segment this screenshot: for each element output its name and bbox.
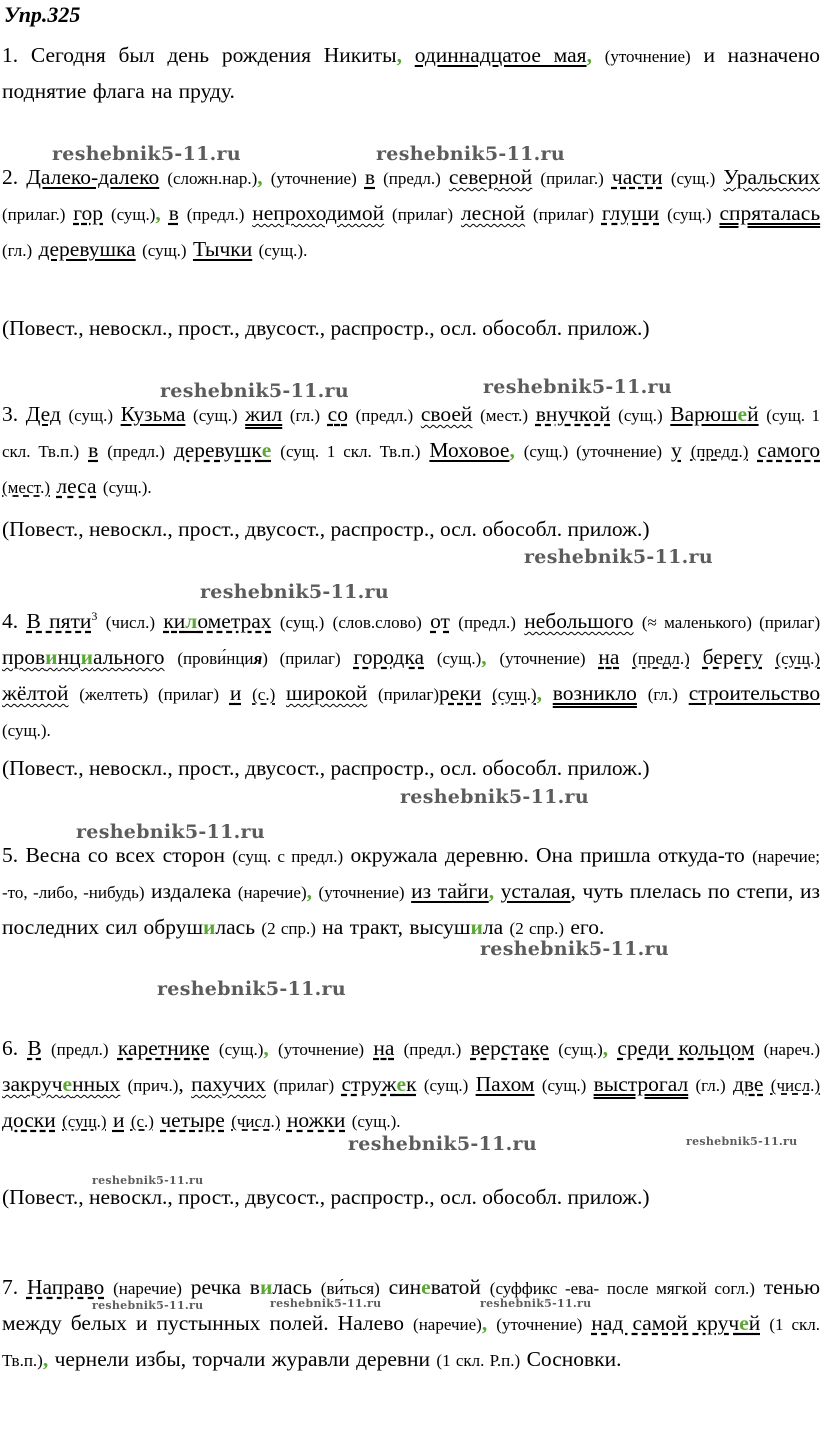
word-part: нц [57, 645, 81, 670]
word-part: нных [72, 1072, 121, 1096]
grammar-note: (уточнение) [270, 169, 357, 188]
note-part: (прови́нци [177, 649, 254, 669]
subject: Дед [25, 402, 61, 426]
word: доски [2, 1108, 56, 1132]
word: Уральских [723, 165, 820, 189]
word-part: пров [2, 645, 46, 670]
grammar-note: (сущ.) [110, 205, 156, 224]
grammar-note: (сущ.) [68, 406, 113, 425]
grammar-note: (сущ.) [670, 169, 716, 188]
word: верстаке [470, 1036, 550, 1060]
note-part: я [253, 649, 263, 669]
grammar-note: (наречие) [237, 883, 307, 902]
word: своей [420, 402, 473, 426]
grammar-note: (сущ.). [102, 478, 152, 497]
watermark: reshebnik5-11.ru [524, 546, 713, 568]
word-part: Варюш [670, 402, 738, 426]
word: среди кольцом [617, 1036, 755, 1060]
watermark: reshebnik5-11.ru [157, 978, 346, 1000]
predicate: жил [245, 402, 283, 426]
grammar-note: (гл.) [2, 241, 33, 260]
watermark: reshebnik5-11.ru [200, 581, 389, 603]
grammar-note: (суффикс -ева- после мягкой согл.) [489, 1279, 755, 1298]
word: непроходимой [252, 201, 385, 225]
grammar-note: (гл.) [695, 1076, 726, 1095]
word-part: й [748, 1311, 761, 1335]
word [163, 609, 271, 633]
grammar-note: (прилаг) [532, 205, 594, 224]
green-comma: , [306, 879, 312, 903]
word: В пяти [26, 609, 92, 634]
paragraph-3 [2, 397, 820, 505]
sentence-summary: (Повест., невоскл., прост., двусост., распростр., осл. обособл. прилож.) [2, 1185, 650, 1209]
sentence-text: и назначено поднятие флага на пруду. [2, 43, 821, 103]
paragraph-5 [2, 838, 820, 946]
grammar-note: (сущ.) [142, 241, 187, 260]
watermark: reshebnik5-11.ru [480, 1297, 592, 1310]
grammar-note: (предл.) [458, 613, 516, 633]
word [174, 438, 272, 462]
word: самого [757, 438, 821, 462]
watermark: reshebnik5-11.ru [686, 1135, 798, 1148]
grammar-note: (наречие) [113, 1279, 182, 1298]
sentence-text: Сосновки. [526, 1347, 622, 1371]
word-part: ометрах [197, 609, 272, 634]
grammar-note: (сущ.) [62, 1112, 107, 1131]
word [670, 402, 758, 426]
grammar-note: (прилаг.) [540, 169, 604, 188]
predicate: выстрогал [593, 1072, 689, 1096]
word-part: деревушк [173, 438, 262, 462]
sentence-text: чернели избы, торчали журавли деревни [54, 1347, 431, 1371]
word: в [88, 438, 99, 462]
green-letter: е [421, 1275, 431, 1299]
grammar-note: (1 скл. Р.п.) [436, 1351, 521, 1370]
word: Далеко-далеко [26, 165, 160, 189]
word-part: й [747, 402, 759, 426]
word: В [27, 1036, 42, 1060]
sentence-text: окружала деревню. Она пришла откуда-то [350, 843, 745, 867]
grammar-note: (уточнение) [604, 47, 691, 66]
grammar-note: (числ.) [105, 613, 155, 633]
sentence-text: на тракт, высуш [322, 915, 471, 939]
paragraph-7 [2, 1270, 820, 1378]
sentence-text: речка в [190, 1275, 260, 1299]
grammar-note: (сущ.) [541, 1076, 587, 1095]
word: в [364, 165, 376, 189]
grammar-note: (сущ.) [667, 205, 712, 224]
word: небольшого [524, 609, 634, 634]
grammar-note: (нареч.) [763, 1040, 821, 1059]
word: жёлтой [2, 681, 69, 706]
grammar-note: (с.) [252, 685, 276, 705]
grammar-note [177, 649, 340, 668]
apposition: одиннадцатое мая [414, 43, 587, 67]
grammar-note: (сущ.) [423, 1076, 469, 1095]
grammar-note: (сущ.) [492, 685, 537, 705]
grammar-note: (уточнение) [318, 883, 405, 902]
word [2, 1072, 120, 1096]
green-comma: , [42, 1347, 49, 1371]
paragraph-number: 4. [2, 609, 19, 634]
grammar-note: (сущ.). [351, 1112, 401, 1131]
grammar-note: (сущ.) [436, 649, 482, 669]
word [2, 645, 165, 669]
watermark: reshebnik5-11.ru [400, 786, 589, 808]
watermark: reshebnik5-11.ru [270, 1297, 382, 1310]
green-letter: и [45, 645, 58, 670]
grammar-note: (прилаг) [378, 685, 440, 705]
paragraph-number: 7. [2, 1275, 19, 1299]
word: северной [448, 165, 533, 189]
grammar-note: (сущ. с предл.) [232, 847, 344, 866]
word: две [732, 1072, 764, 1096]
word: широкой [286, 681, 368, 706]
grammar-note: (слов.слово) [332, 613, 422, 633]
grammar-note: (сущ.) [279, 613, 325, 633]
grammar-note: (сущ.) [193, 406, 238, 425]
green-comma: , [509, 438, 515, 462]
green-comma: , [602, 1036, 609, 1060]
paragraph-1 [2, 38, 820, 109]
green-letter: и [80, 645, 93, 670]
word: на [373, 1036, 395, 1060]
grammar-note: (мест.) [480, 406, 529, 425]
word: леса [56, 474, 97, 498]
green-letter: е [739, 1311, 749, 1335]
word: пахучих [191, 1072, 266, 1096]
sentence-text: лась [272, 1275, 312, 1299]
grammar-note: (предл.) [690, 442, 749, 461]
green-comma: , [488, 879, 495, 903]
grammar-note: (сущ.) (уточнение) [523, 442, 663, 461]
paragraph-number: 2. [2, 165, 19, 189]
word: части [611, 165, 663, 189]
paragraph-2 [2, 160, 820, 268]
grammar-note: (предл.) [50, 1040, 109, 1059]
sentence-text: Весна со всех сторон [25, 843, 226, 867]
subject: строительство [688, 681, 821, 706]
watermark: reshebnik5-11.ru [92, 1174, 204, 1187]
grammar-note: (1 скл. Тв.п.) [2, 1315, 821, 1370]
word-part: над самой круч [591, 1311, 740, 1335]
grammar-note: (предл.) [383, 169, 441, 188]
grammar-note: (сущ.). [2, 721, 51, 741]
word: лесной [460, 201, 526, 225]
word: со [327, 402, 348, 426]
subject: деревушка [38, 237, 136, 261]
grammar-note: (прилаг) [392, 205, 454, 224]
grammar-note: (гл.) [647, 685, 678, 705]
word: Кузьма [120, 402, 186, 426]
word: на [598, 645, 620, 670]
word-part: ки [163, 609, 186, 634]
word: гор [73, 201, 104, 225]
word: у [671, 438, 682, 462]
green-comma: , [481, 1311, 488, 1335]
sentence-summary: (Повест., невоскл., прост., двусост., распростр., осл. обособл. прилож.) [2, 517, 650, 541]
grammar-note: (сущ. 1 скл. Тв.п.) [280, 442, 421, 461]
watermark: reshebnik5-11.ru [52, 143, 241, 165]
word-part: к [406, 1072, 417, 1096]
word-part: закруч [2, 1072, 63, 1096]
grammar-note: (уточнение) [499, 649, 586, 669]
green-comma: , [155, 201, 161, 225]
green-letter: е [62, 1072, 73, 1096]
note-part: ) (прилаг) [262, 649, 341, 669]
green-letter: л [185, 609, 198, 634]
grammar-note: (прилаг.) [2, 205, 66, 224]
grammar-note: (числ.) [770, 1076, 821, 1095]
green-letter: е [261, 438, 272, 462]
grammar-note: (предл.) [107, 442, 165, 461]
green-comma: , [396, 43, 402, 67]
word: Направо [26, 1275, 105, 1299]
grammar-note: (желтеть) (прилаг) [79, 685, 220, 705]
paragraph-4 [2, 599, 820, 748]
word [591, 1311, 760, 1335]
sentence-text: , чуть плелась по степи, из последних сил обруш [2, 879, 820, 939]
grammar-note: (ви́ться) [320, 1279, 380, 1298]
grammar-note: (≈ маленького) (прилаг) [641, 613, 821, 633]
green-comma: , [257, 165, 263, 189]
green-letter: и [203, 915, 216, 939]
grammar-note: (уточнение) [278, 1040, 365, 1059]
green-letter: и [259, 1275, 273, 1299]
grammar-note: (сущ.) [218, 1040, 264, 1059]
green-comma: , [263, 1036, 269, 1060]
green-letter: е [737, 402, 748, 426]
word: глуши [601, 201, 660, 225]
sentence-text: лась [215, 915, 256, 939]
grammar-note: (уточнение) [496, 1315, 583, 1334]
sentence-text: тенью между белых и пустынных полей. Налево [2, 1275, 821, 1335]
word: ножки [286, 1108, 346, 1132]
green-comma: , [586, 43, 592, 67]
word: из тайги [411, 879, 489, 903]
watermark: reshebnik5-11.ru [160, 380, 349, 402]
comma: , [178, 1072, 184, 1096]
word: четыре [160, 1108, 225, 1132]
grammar-note: (наречие) [413, 1315, 482, 1334]
watermark: reshebnik5-11.ru [483, 376, 672, 398]
grammar-note: (наречие; -то, -либо, -нибудь) [2, 847, 820, 902]
word: берегу [702, 645, 763, 670]
grammar-note: (сложн.нар.) [167, 169, 258, 188]
green-letter: и [470, 915, 483, 939]
paragraph-number: 5. [2, 843, 19, 867]
exercise-title: Упр.325 [4, 2, 81, 27]
predicate: возникло [552, 681, 637, 706]
predicate: спряталась [719, 201, 821, 225]
paragraph-number: 6. [2, 1036, 19, 1060]
sentence-summary: (Повест., невоскл., прост., двусост., распростр., осл. обособл. прилож.) [2, 756, 650, 780]
grammar-note: (2 спр.) [509, 919, 564, 938]
grammar-note: (предл.) [632, 649, 690, 669]
sentence-summary: (Повест., невоскл., прост., двусост., распростр., осл. обособл. прилож.) [2, 316, 650, 340]
green-comma: , [481, 645, 487, 670]
word: каретнике [117, 1036, 210, 1060]
word: и [229, 681, 242, 706]
word: от [430, 609, 450, 634]
grammar-note: (прич.) [127, 1076, 179, 1095]
grammar-note: (прилаг) [273, 1076, 335, 1095]
grammar-note: (сущ. 1 скл. Тв.п.) [2, 406, 821, 461]
word: внучкой [535, 402, 611, 426]
grammar-note: (предл.) [186, 205, 245, 224]
watermark: reshebnik5-11.ru [92, 1299, 204, 1312]
grammar-note: (2 спр.) [261, 919, 316, 938]
grammar-note: (числ.) [231, 1112, 281, 1131]
watermark: reshebnik5-11.ru [348, 1133, 537, 1155]
sentence-text: его. [570, 915, 605, 939]
green-letter: е [396, 1072, 407, 1096]
grammar-note: (гл.) [289, 406, 321, 425]
watermark: reshebnik5-11.ru [76, 821, 265, 843]
grammar-note: (сущ.) [775, 649, 820, 669]
word-part: ального [92, 645, 165, 670]
word-part: струж [341, 1072, 397, 1096]
sentence-text: ла [482, 915, 504, 939]
word: в [168, 201, 179, 225]
paragraph-number: 1. [2, 43, 19, 67]
word: реки [439, 681, 482, 706]
watermark: reshebnik5-11.ru [480, 938, 669, 960]
grammar-note: (сущ.) [558, 1040, 603, 1059]
sentence-text: издалека [151, 879, 232, 903]
paragraph-number: 3. [2, 402, 19, 426]
sentence-text: син [388, 1275, 422, 1299]
word: городка [353, 645, 424, 670]
subject: Пахом [475, 1072, 535, 1096]
superscript: 3 [91, 609, 98, 623]
green-comma: , [536, 681, 542, 706]
grammar-note: (сущ.). [258, 241, 308, 260]
word: усталая [500, 879, 571, 903]
word: Тычки [192, 237, 253, 261]
word [342, 1072, 417, 1096]
grammar-note: (с.) [130, 1112, 154, 1131]
grammar-note: (сущ.) [618, 406, 663, 425]
word: Моховое [429, 438, 510, 462]
paragraph-6 [2, 1031, 820, 1139]
sentence-text: Сегодня был день рождения Никиты [30, 43, 397, 67]
watermark: reshebnik5-11.ru [376, 143, 565, 165]
sentence-text: ватой [430, 1275, 481, 1299]
grammar-note: (предл.) [403, 1040, 462, 1059]
word: и [112, 1108, 125, 1132]
grammar-note: (предл.) [355, 406, 414, 425]
grammar-note: (мест.) [2, 478, 50, 497]
